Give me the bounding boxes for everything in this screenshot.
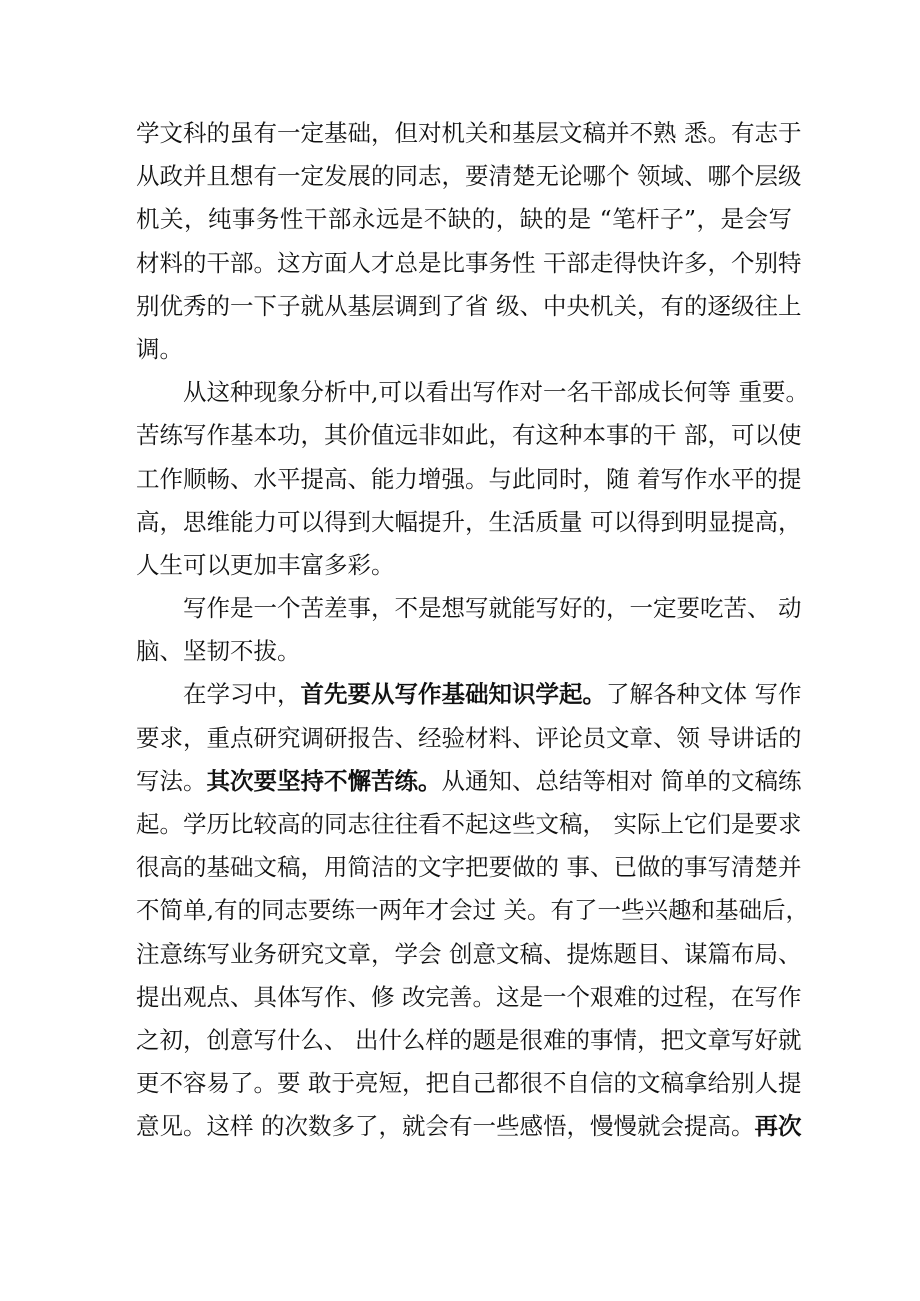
text-line: 不简单,有的同志要练一两年才会过 关。有了一些兴趣和基础后， <box>136 896 809 925</box>
text-segment: 写法。 <box>136 766 207 795</box>
text-line: 更不容易了。要 敢于亮短，把自己都很不自信的文稿拿给别人提 <box>136 1069 802 1098</box>
paragraph-start-line: 从这种现象分析中,可以看出写作对一名干部成长何等 重要。 <box>183 378 809 407</box>
text-line: 学文科的虽有一定基础，但对机关和基层文稿并不熟 悉。有志于 <box>136 119 802 147</box>
text-line: 调。 <box>136 334 183 363</box>
bold-phrase: 再次 <box>754 1112 802 1141</box>
text-line: 之初，创意写什么、 出什么样的题是很难的事情，把文章写好就 <box>136 1025 802 1054</box>
text-line: 注意练写业务研究文章，学会 创意文稿、提炼题目、谋篇布局、 <box>136 939 802 968</box>
text-line: 起。学历比较高的同志往往看不起这些文稿， 实际上它们是要求 <box>136 810 802 838</box>
text-line: 从政并且想有一定发展的同志，要清楚无论哪个 领域、哪个层级 <box>136 162 802 191</box>
paragraph-start-line <box>136 673 802 716</box>
text-line: 机关，纯事务性干部永远是不缺的，缺的是 “笔杆子”，是会写 <box>136 205 792 234</box>
text-segment: 意见。这样 的次数多了，就会有一些感悟，慢慢就会提高。 <box>136 1112 755 1141</box>
text-line: 苦练写作基本功，其价值远非如此，有这种本事的干 部，可以使 <box>136 421 802 450</box>
bold-phrase: 首先要从写作基础知识学起。 <box>300 680 606 709</box>
text-segment: 在学习中， <box>183 680 301 709</box>
text-line: 人生可以更加丰富多彩。 <box>136 550 395 579</box>
text-segment: 了解各种文体 写作 <box>606 680 802 709</box>
text-line: 材料的干部。这方面人才总是比事务性 干部走得快许多，个别特 <box>136 248 802 277</box>
text-line: 高，思维能力可以得到大幅提升，生活质量 可以得到明显提高， <box>136 507 802 536</box>
text-line: 很高的基础文稿，用简洁的文字把要做的 事、已做的事写清楚并 <box>136 853 802 882</box>
paragraph-start-line: 写作是一个苦差事，不是想写就能写好的，一定要吃苦、 动 <box>183 594 802 623</box>
text-line: 提出观点、具体写作、修 改完善。这是一个艰难的过程，在写作 <box>136 982 802 1011</box>
body-text <box>136 112 809 1149</box>
bold-phrase: 其次要坚持不懈苦练。 <box>206 766 442 795</box>
text-segment: 从通知、总结等相对 简单的文稿练 <box>441 766 802 795</box>
text-line: 别优秀的一下子就从基层调到了省 级、中央机关，有的逐级往上 <box>136 291 802 320</box>
text-line <box>136 1105 802 1148</box>
text-line: 要求，重点研究调研报告、经验材料、评论员文章、领 导讲话的 <box>136 723 802 752</box>
text-line: 工作顺畅、水平提高、能力增强。与此同时，随 着写作水平的提 <box>136 464 802 493</box>
text-line: 脑、坚韧不拔。 <box>136 637 301 666</box>
text-line <box>136 760 802 803</box>
